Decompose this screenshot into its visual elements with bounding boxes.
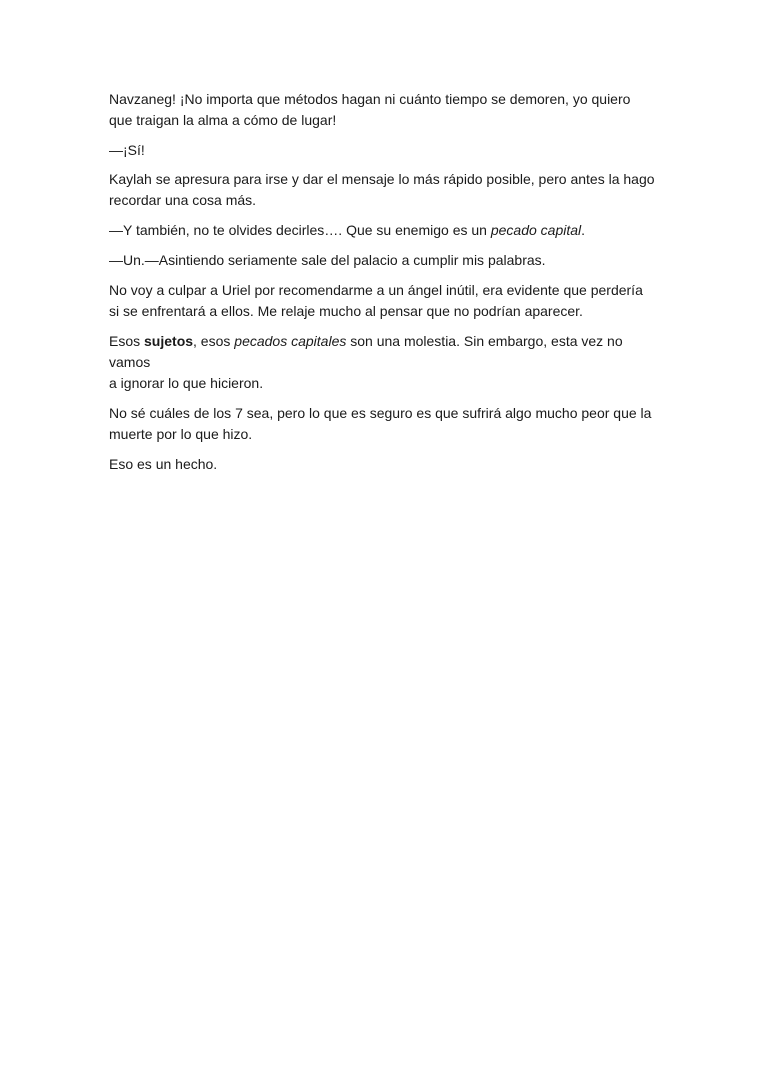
paragraph-5-text: —Un.—Asintiendo seriamente sale del palacio a cumplir mis palabras. xyxy=(109,252,546,268)
paragraph-7 xyxy=(109,331,657,394)
paragraph-4-after: . xyxy=(581,222,586,238)
paragraph-4-before: —Y también, no te olvides decirles…. Que su enemigo es un xyxy=(109,222,491,238)
paragraph-1-line-2: que traigan la alma a cómo de lugar! xyxy=(109,112,337,128)
paragraph-4-italic: pecado capital xyxy=(490,222,582,238)
paragraph-2-text: —¡Sí! xyxy=(109,142,145,158)
paragraph-6-line-1: No voy a culpar a Uriel por recomendarme a un ángel inútil, era evidente que perdería xyxy=(109,282,643,298)
paragraph-8 xyxy=(109,403,657,445)
paragraph-8-line-2: muerte por lo que hizo. xyxy=(109,426,253,442)
paragraph-6 xyxy=(109,280,657,322)
paragraph-1 xyxy=(109,89,657,131)
paragraph-7-bold: sujetos xyxy=(144,333,194,349)
paragraph-1-line-1: Navzaneg! ¡No importa que métodos hagan ni cuánto tiempo se demoren, yo quiero xyxy=(109,91,631,107)
paragraph-7-before: Esos xyxy=(109,333,145,349)
paragraph-5 xyxy=(109,250,657,271)
paragraph-7-middle: , esos xyxy=(193,333,235,349)
paragraph-7-after-line-1: son una molestia. Sin embargo, esta vez no vamos xyxy=(109,333,623,370)
paragraph-4 xyxy=(109,220,657,241)
paragraph-2 xyxy=(109,140,657,161)
paragraph-9-text: Eso es un hecho. xyxy=(109,456,218,472)
paragraph-3 xyxy=(109,169,657,211)
paragraph-7-line-2: a ignorar lo que hicieron. xyxy=(109,375,264,391)
document-body xyxy=(109,89,657,485)
paragraph-3-line-1: Kaylah se apresura para irse y dar el mensaje lo más rápido posible, pero antes la hago xyxy=(109,171,655,187)
paragraph-8-line-1: No sé cuáles de los 7 sea, pero lo que es seguro es que sufrirá algo mucho peor que la xyxy=(109,405,652,421)
paragraph-6-line-2: si se enfrentará a ellos. Me relaje mucho al pensar que no podrían aparecer. xyxy=(109,303,583,319)
paragraph-7-italic: pecados capitales xyxy=(234,333,347,349)
paragraph-3-line-2: recordar una cosa más. xyxy=(109,192,257,208)
paragraph-9 xyxy=(109,454,657,475)
